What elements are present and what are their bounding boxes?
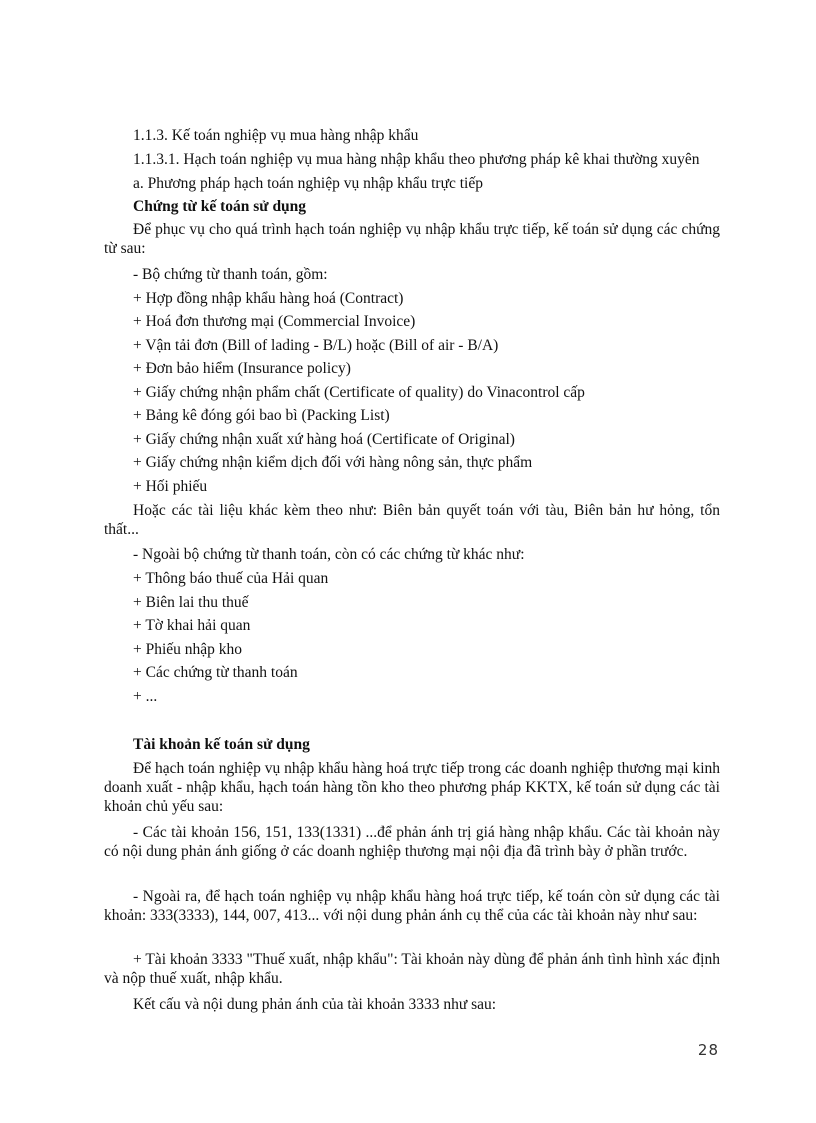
heading-1-1-3-1: 1.1.3.1. Hạch toán nghiệp vụ mua hàng nhập khẩu theo phương pháp kê khai thường xuyên [133, 151, 700, 168]
accounts-paragraph-4: Kết cấu và nội dung phản ánh của tài khoản 3333 như sau: [133, 996, 497, 1013]
list2-heading: - Ngoài bộ chứng từ thanh toán, còn có các chứng từ khác như: [133, 546, 525, 563]
list-item: + Giấy chứng nhận phẩm chất (Certificate of quality) do Vinacontrol cấp [133, 384, 585, 401]
page-number: 28 [697, 1041, 719, 1059]
list-item: + Biên lai thu thuế [133, 594, 249, 611]
list-item: + Đơn bảo hiểm (Insurance policy) [133, 360, 351, 377]
list-item: + Các chứng từ thanh toán [133, 664, 298, 681]
documents-intro: Để phục vụ cho quá trình hạch toán nghiệp vụ nhập khẩu trực tiếp, kế toán sử dụng các chứng từ sau: [104, 221, 720, 257]
list1-heading: - Bộ chứng từ thanh toán, gồm: [133, 266, 328, 283]
accounts-paragraph-3: + Tài khoản 3333 "Thuế xuất, nhập khẩu": Tài khoản này dùng để phản ánh tình hình xác định và nộp thuế xuất, nhập khẩu. [104, 951, 720, 987]
accounts-paragraph-1: - Các tài khoản 156, 151, 133(1331) ...để phản ánh trị giá hàng nhập khẩu. Các tài khoản này có nội dung phản ánh giống ở các doanh nghiệp thương mại nội địa đã trình bày ở phần trước. [104, 824, 720, 860]
list-item: + Tờ khai hải quan [133, 617, 251, 634]
list-item: + Hợp đồng nhập khẩu hàng hoá (Contract) [133, 290, 404, 307]
section-title-accounts: Tài khoản kế toán sử dụng [133, 736, 310, 753]
accounts-intro: Để hạch toán nghiệp vụ nhập khẩu hàng hoá trực tiếp trong các doanh nghiệp thương mại kinh doanh xuất - nhập khẩu, hạch toán hàng tồn kho theo phương pháp KKTX, kế toán sử dụng các tài khoản chủ yếu sau: [104, 760, 720, 815]
list-item: + Phiếu nhập kho [133, 641, 243, 658]
list-item: + Bảng kê đóng gói bao bì (Packing List) [133, 407, 390, 424]
heading-a: a. Phương pháp hạch toán nghiệp vụ nhập khẩu trực tiếp [133, 175, 483, 192]
list-item: + ... [133, 688, 158, 705]
list-item: + Hối phiếu [133, 478, 208, 495]
list-item: + Giấy chứng nhận xuất xứ hàng hoá (Certificate of Original) [133, 431, 515, 448]
list-item: + Thông báo thuế của Hải quan [133, 570, 329, 587]
other-documents-paragraph: Hoặc các tài liệu khác kèm theo như: Biên bản quyết toán với tàu, Biên bản hư hỏng, tổn thất... [104, 502, 720, 538]
list-item: + Vận tải đơn (Bill of lading - B/L) hoặc (Bill of air - B/A) [133, 337, 499, 354]
list-item: + Hoá đơn thương mại (Commercial Invoice) [133, 313, 416, 330]
section-title-documents: Chứng từ kế toán sử dụng [133, 198, 307, 215]
accounts-paragraph-2: - Ngoài ra, để hạch toán nghiệp vụ nhập khẩu hàng hoá trực tiếp, kế toán còn sử dụng các tài khoản: 333(3333), 144, 007, 413... với nội dung phản ánh cụ thể của các tài khoản này như sau: [104, 888, 720, 924]
list-item: + Giấy chứng nhận kiểm dịch đối với hàng nông sản, thực phẩm [133, 454, 533, 471]
heading-1-1-3: 1.1.3. Kế toán nghiệp vụ mua hàng nhập khẩu [133, 127, 419, 144]
